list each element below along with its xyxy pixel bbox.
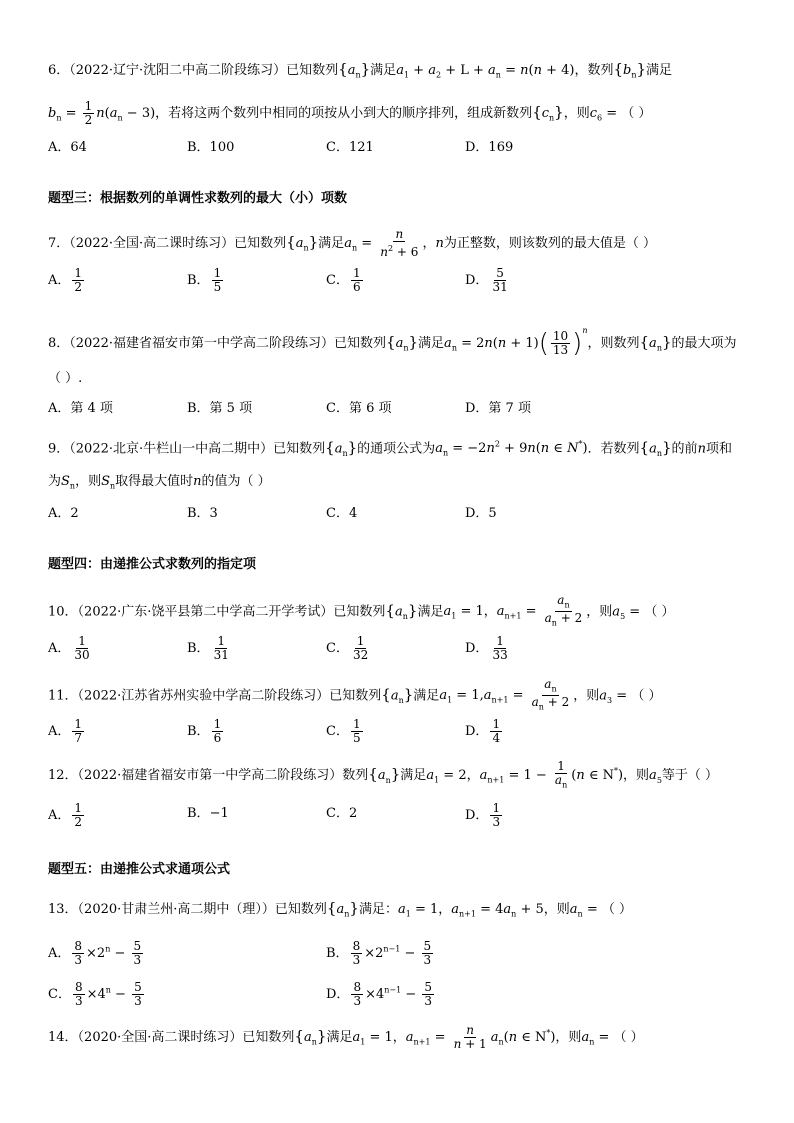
formula: $a_1 = 2$，$a_{n+1} = 1$ − $\frac{1}{a_n}$ (n ∈ N*) (426, 759, 624, 790)
formula: $a_n = -2n^2 + 9n(n$ ∈ N*) (435, 440, 588, 458)
numerator: 1 (213, 266, 222, 280)
option-b (187, 635, 233, 662)
question-text: 满足 (646, 63, 673, 78)
question-text: ，则 (75, 474, 102, 489)
question-8-line-1: 8．（2022·福建省福安市第一中学高二阶段练习）已知数列$\{a_n\}$满足$a_n = 2n(n + 1)$( $\frac{10}{13}$ )$^n$，则数列$\{a_n\}$的最大项为 (48, 326, 737, 359)
question-text: 的前 (671, 441, 698, 457)
question-text: 已知数列 (234, 236, 287, 251)
question-number: 9． (48, 441, 70, 457)
option-b (187, 718, 225, 745)
formula: $a_1 = 1$，$a_{n+1}$ = $\frac{n}{n + 1}$ $a_n(n$ ∈ N*) (352, 1023, 556, 1051)
question-text: ，数列 (574, 63, 614, 78)
option-b: B． $\frac{8}{3}$ $\times 2^{n-1}$ − $\frac{5}{3}$ (326, 939, 432, 967)
section-heading: 题型三：根据数列的单调性求数列的最大（小）项数 (48, 191, 348, 206)
denominator: 32 (352, 648, 369, 662)
question-text: ．若数列 (587, 441, 640, 457)
question-source: （2020·全国·高二课时练习） (77, 1030, 243, 1045)
denominator: 5 (352, 731, 361, 745)
question-text: 已知数列 (333, 604, 386, 620)
option-b (187, 267, 225, 294)
question-source: （2022·全国·高二课时练习） (69, 236, 235, 251)
question-text: 项和 (705, 441, 732, 457)
question-number: 10． (48, 604, 78, 620)
question-text: ，则 (573, 688, 600, 704)
numerator: 1 (352, 266, 361, 280)
question-text: 已知数列 (242, 1030, 295, 1045)
option-d (465, 267, 512, 294)
question-source: （2022·广东·饶平县第二中学高二开学考试） (77, 604, 334, 620)
option-letter: A． (48, 724, 71, 739)
denominator: 31 (213, 648, 229, 662)
option-d (465, 635, 512, 662)
question-source: （2022·福建省福安市第一中学高二阶段练习） (69, 336, 334, 351)
section-heading: 题型四：由递推公式求数列的指定项 (48, 557, 257, 572)
option-c: C．4 (326, 506, 358, 521)
option-letter: D． (465, 724, 489, 739)
question-text: ，则 (586, 604, 613, 620)
option-a: A．64 (48, 140, 87, 155)
option-c: C．第 6 项 (326, 401, 392, 416)
denominator: 6 (213, 731, 222, 745)
question-6-line-1: 6．（2022·辽宁·沈阳二中高二阶段练习）已知数列$\{a_n\}$满足$a_1 + a_2 + L + a_n = n(n + 4)$，数列$\{b_n\}$满足 (48, 60, 673, 80)
option-a (48, 718, 86, 745)
numerator: 1 (78, 634, 86, 648)
question-text: 已知数列 (273, 441, 326, 457)
numerator: 1 (352, 717, 361, 731)
option-d: D．5 (465, 506, 497, 521)
formula: $a_1 = 1$，$a_{n+1}$ = $\frac{a_n}{a_n + 2}$ (443, 593, 583, 628)
option-letter: A． (48, 273, 71, 288)
question-9-line-1: 9．（2022·北京·牛栏山一中高二期中）已知数列$\{a_n\}$的通项公式为$a_n = -2n^2 + 9n(n$ ∈ N*)．若数列$\{a_n\}$的前n项和 (48, 438, 732, 458)
question-text: 的值为（ ） (201, 474, 271, 489)
option-a: A．第 4 项 (48, 401, 113, 416)
option-a (48, 267, 86, 294)
option-c (326, 805, 357, 823)
option-b: B．3 (187, 506, 218, 521)
question-9-line-2: 为$S_n$，则$S_n$取得最大值时n的值为（ ） (48, 474, 271, 491)
denominator: 31 (492, 280, 508, 294)
question-number: 14． (48, 1030, 78, 1045)
option-letter: B． (326, 946, 349, 961)
option-letter: C． (326, 724, 349, 739)
question-text: 满足 (418, 336, 445, 351)
denominator: 33 (492, 648, 508, 662)
question-10: 10．（2022·广东·饶平县第二中学高二开学考试）已知数列$\{a_n\}$满足$a_1 = 1$，$a_{n+1}$ = $\frac{a_n}{a_n + 2}$ ，则$a_5$ = （ ） (48, 593, 675, 628)
question-text: （ ） (621, 106, 652, 121)
option-letter: C． (326, 641, 349, 656)
formula: $b_n$ = $\frac{1}{2}$ $n(a_n - 3)$ (48, 99, 156, 127)
question-source: （2022·福建省福安市第一中学高二阶段练习） (77, 768, 343, 784)
question-text: ，则数列 (587, 336, 640, 351)
formula: $a_n = 2n(n + 1)$( $\frac{10}{13}$ )$^n$ (444, 326, 588, 359)
question-text: ，则 (563, 106, 590, 121)
numerator: 1 (492, 801, 501, 815)
option-a: A．2 (48, 506, 79, 521)
option-letter: B． (187, 806, 210, 821)
numerator: 1 (492, 717, 501, 731)
question-text: （ ） (644, 604, 675, 620)
question-text: 取得最大值时 (115, 474, 194, 489)
question-number: 13． (48, 902, 78, 917)
question-text: ，则 (555, 1030, 582, 1045)
question-text: 满足 (413, 688, 440, 704)
option-letter: C． (326, 806, 349, 821)
option-letter: C． (48, 987, 71, 1002)
question-number: 7． (48, 236, 70, 251)
question-14: 14．（2020·全国·高二课时练习）已知数列$\{a_n\}$满足$a_1 = 1$，$a_{n+1}$ = $\frac{n}{n + 1}$ $a_n(n$ ∈ N*)，则$a_n$ = （ ） (48, 1023, 644, 1051)
option-letter: A． (48, 641, 71, 656)
option-letter: B． (187, 273, 210, 288)
question-source: （2020·甘肃兰州·高二期中（理）） (77, 902, 275, 917)
option-value: −1 (209, 806, 229, 821)
question-number: 6． (48, 63, 70, 78)
question-text: ，若将这两个数列中相同的项按从小到大的顺序排列，组成新数列 (155, 106, 533, 121)
denominator: 2 (74, 280, 83, 294)
question-number: 12． (48, 768, 78, 784)
option-b (187, 805, 229, 823)
question-text: ，则 (543, 902, 570, 917)
formula: $a_1 = 1$，$a_{n+1} = 4a_n + 5$ (397, 902, 544, 919)
denominator: 6 (352, 280, 361, 294)
option-c (326, 718, 365, 745)
option-letter: D． (465, 273, 489, 288)
numerator: 1 (213, 717, 222, 731)
option-b: B．第 5 项 (187, 401, 253, 416)
option-letter: C． (326, 273, 349, 288)
question-text: （ ） (631, 688, 662, 704)
option-letter: D． (326, 987, 350, 1002)
question-11: 11．（2022·江苏省苏州实验中学高二阶段练习）已知数列$\{a_n\}$满足$a_1 = 1,a_{n+1}$ = $\frac{a_n}{a_n + 2}$ ，则$a_3$ = （ ） (48, 677, 662, 712)
option-a (48, 802, 86, 829)
question-text: 满足 (326, 1030, 353, 1045)
question-8-line-2: （ ）. (48, 371, 83, 386)
option-a: A． $\frac{8}{3}$ $\times 2^n$ − $\frac{5}{3}$ (48, 939, 142, 967)
question-text: 满足： (358, 902, 398, 917)
question-text: （ ） (601, 902, 633, 917)
option-letter: D． (465, 641, 489, 656)
question-text: 满足 (417, 604, 444, 620)
option-letter: B． (187, 724, 210, 739)
question-text: 满足 (318, 236, 345, 251)
option-c: C． $\frac{8}{3}$ $\times 4^n$ − $\frac{5}{3}$ (48, 980, 142, 1008)
numerator: 1 (217, 634, 226, 648)
section-heading: 题型五：由递推公式求通项公式 (48, 862, 231, 877)
question-text: 已知数列 (334, 336, 387, 351)
numerator: 1 (74, 801, 83, 815)
option-a (48, 635, 94, 662)
question-text: 为正整数，则该数列的最大值是（ ） (443, 236, 656, 251)
question-text: 的最大项为 (671, 336, 737, 351)
question-text: 的通项公式为 (357, 441, 436, 457)
question-12: 12．（2022·福建省福安市第一中学高二阶段练习）数列$\{a_n\}$满足$a_1 = 2$，$a_{n+1} = 1$ − $\frac{1}{a_n}$ (n ∈ N*)，则$a_5$等于（ ） (48, 759, 719, 790)
question-source: （2022·江苏省苏州实验中学高二阶段练习） (77, 688, 330, 704)
question-text: 等于（ ） (661, 768, 719, 784)
option-d (465, 718, 504, 745)
option-d: D． $\frac{8}{3}$ $\times 4^{n-1}$ − $\frac{5}{3}$ (326, 980, 433, 1008)
question-text: 满足 (400, 768, 427, 784)
numerator: 1 (74, 266, 83, 280)
question-number: 11． (48, 688, 78, 704)
numerator: 1 (496, 634, 504, 648)
option-letter: B． (187, 641, 210, 656)
denominator: 5 (213, 280, 222, 294)
question-text: 已知数列 (274, 902, 327, 917)
denominator: 7 (74, 731, 83, 745)
option-letter: D． (465, 808, 489, 823)
denominator: 30 (74, 648, 90, 662)
question-text: ，则 (623, 768, 650, 784)
option-c: C．121 (326, 140, 374, 155)
question-number: 8． (48, 336, 70, 351)
formula: $a_n$ = $\frac{n}{n^2 + 6}$ (344, 227, 419, 259)
option-c (326, 267, 365, 294)
option-d (465, 802, 504, 829)
question-text: （ ） (613, 1030, 644, 1045)
formula: $a_1 + a_2 + L + a_n = n(n + 4)$ (396, 63, 575, 80)
option-d: D．169 (465, 140, 514, 155)
numerator: 1 (74, 717, 83, 731)
question-text: 为 (48, 474, 62, 489)
question-text: 数列 (342, 768, 369, 784)
option-c (326, 635, 372, 662)
numerator: 1 (356, 634, 365, 648)
question-13: 13．（2020·甘肃兰州·高二期中（理））已知数列$\{a_n\}$满足：$a_1 = 1$，$a_{n+1} = 4a_n + 5$，则$a_n$ = （ ） (48, 899, 633, 919)
option-b: B．100 (187, 140, 235, 155)
question-text: 已知数列 (329, 688, 382, 704)
question-6-line-2: $b_n$ = $\frac{1}{2}$ $n(a_n - 3)$，若将这两个数列中相同的项按从小到大的顺序排列，组成新数列$\{c_n\}$，则$c_6$ = （ ） (48, 99, 652, 127)
denominator: 4 (492, 731, 501, 745)
question-text: 已知数列 (286, 63, 339, 78)
question-text: 满足 (370, 63, 397, 78)
option-letter: A． (48, 946, 71, 961)
question-source: （2022·辽宁·沈阳二中高二阶段练习） (69, 63, 287, 78)
option-d: D．第 7 项 (465, 401, 531, 416)
formula: $a_1 = 1,a_{n+1}$ = $\frac{a_n}{a_n + 2}$ (439, 677, 570, 712)
denominator: 3 (492, 815, 501, 829)
numerator: 5 (496, 266, 504, 280)
question-source: （2022·北京·牛栏山一中高二期中） (69, 441, 274, 457)
denominator: 2 (74, 815, 83, 829)
option-letter: A． (48, 808, 71, 823)
question-7: 7．（2022·全国·高二课时练习）已知数列$\{a_n\}$满足$a_n$ = $\frac{n}{n^2 + 6}$ ，n为正整数，则该数列的最大值是（ ） (48, 227, 656, 259)
option-value: 2 (348, 806, 358, 821)
